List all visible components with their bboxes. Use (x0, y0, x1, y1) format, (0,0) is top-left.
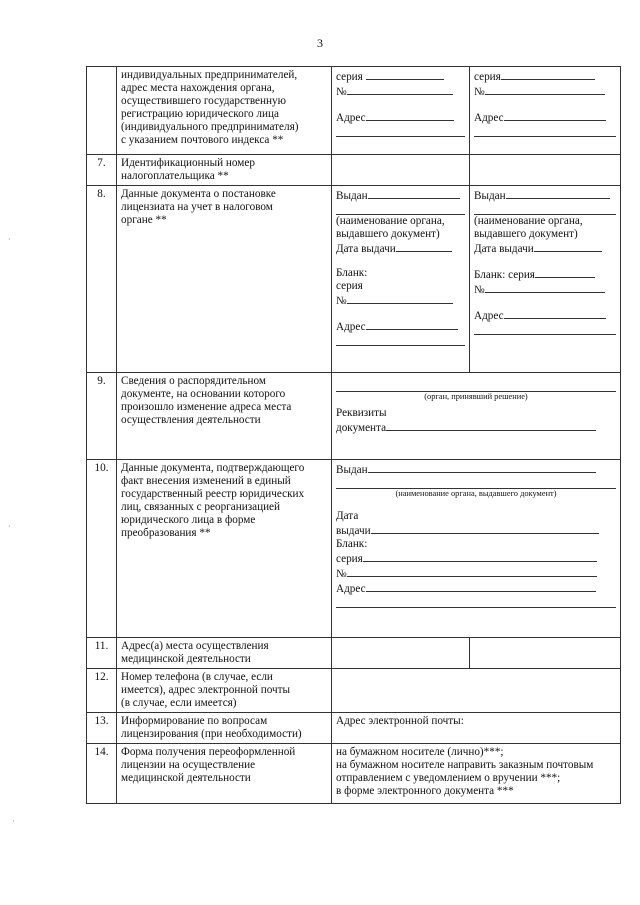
row-label: Номер телефона (в случае, если имеется), адрес электронной почты (в случае, если имеется) (117, 669, 332, 713)
row-number: 11. (87, 638, 117, 669)
option-electronic[interactable]: в форме электронного документа *** (336, 785, 514, 797)
authority-field[interactable] (336, 380, 616, 392)
page-number: 3 (317, 36, 323, 50)
merged-field-column: Выдан (наименование органа, выдавшего документ) Дата выдачи Бланк: серия № Адрес (332, 460, 621, 638)
row-number: 7. (87, 155, 117, 186)
row-notification (87, 713, 621, 744)
row-label: Адрес(а) места осуществления медицинской деятельности (117, 638, 332, 669)
merged-field-column: (орган, принявший решение) Реквизиты документа (332, 373, 621, 460)
series-field[interactable] (363, 551, 597, 562)
inn-field-b[interactable] (470, 155, 621, 186)
issued-by-line[interactable] (336, 477, 616, 489)
issue-date-field[interactable] (534, 241, 602, 252)
row-label: Данные документа, подтверждающего факт внесения изменений в единый государственный реестр юридических лиц, связанных с реорганизацией юридического лица в форме преобразования ** (117, 460, 332, 638)
activity-address-field-b[interactable] (470, 638, 621, 669)
row-number: 9. (87, 373, 117, 460)
contacts-field[interactable] (332, 669, 621, 713)
row-number: 14. (87, 744, 117, 804)
scan-speck: · (8, 235, 11, 244)
issued-by-line[interactable] (336, 203, 465, 215)
series-field[interactable] (535, 267, 595, 278)
option-paper-by-mail[interactable]: на бумажном носителе направить заказным почтовым (336, 759, 594, 771)
license-form-table (86, 66, 621, 804)
receipt-options (332, 744, 621, 804)
row-number: 8. (87, 186, 117, 373)
row-label: Информирование по вопросам лицензирования (при необходимости) (117, 713, 332, 744)
field-column-b: Выдан (наименование органа, выдавшего документ) Дата выдачи Бланк: серия № Адрес (470, 186, 621, 373)
row-number: 10. (87, 460, 117, 638)
issue-date-field[interactable] (371, 523, 599, 534)
issued-by-field[interactable] (368, 188, 460, 199)
address-field[interactable] (366, 581, 596, 592)
row-contacts (87, 669, 621, 713)
activity-address-field-a[interactable] (332, 638, 470, 669)
field-column-a: серия № Адрес (332, 67, 470, 155)
field-column-a: Выдан (наименование органа, выдавшего документ) Дата выдачи Бланк: серия № Адрес (332, 186, 470, 373)
address-field-line[interactable] (336, 596, 616, 608)
row-inn (87, 155, 621, 186)
inn-field-a[interactable] (332, 155, 470, 186)
row-number: 13. (87, 713, 117, 744)
address-field-line[interactable] (336, 125, 465, 137)
address-field-line[interactable] (474, 323, 616, 335)
scan-speck: · (12, 817, 15, 826)
row-activity-address (87, 638, 621, 669)
series-field[interactable] (366, 69, 444, 80)
row-registration-authority (87, 67, 621, 155)
requisites-field[interactable] (386, 420, 596, 431)
row-administrative-document (87, 373, 621, 460)
row-number: 12. (87, 669, 117, 713)
number-field[interactable] (485, 282, 605, 293)
number-field[interactable] (347, 84, 453, 95)
issue-date-field[interactable] (396, 241, 452, 252)
address-field[interactable] (366, 319, 458, 330)
address-field-line[interactable] (336, 334, 465, 346)
issued-by-field[interactable] (506, 188, 610, 199)
number-field[interactable] (347, 566, 597, 577)
field-column-b: серия № Адрес (470, 67, 621, 155)
option-paper-in-person[interactable]: на бумажном носителе (лично)***; (336, 746, 504, 758)
row-egrul-changes (87, 460, 621, 638)
series-field[interactable] (501, 69, 595, 80)
address-field[interactable] (366, 110, 454, 121)
row-tax-registration (87, 186, 621, 373)
address-field[interactable] (504, 110, 606, 121)
address-field[interactable] (504, 308, 606, 319)
scan-speck: · (8, 522, 11, 531)
row-label: Идентификационный номер налогоплательщика ** (117, 155, 332, 186)
number-field[interactable] (485, 84, 605, 95)
issued-by-line[interactable] (474, 203, 616, 215)
row-label: Данные документа о постановке лицензиата на учет в налоговом органе ** (117, 186, 332, 373)
row-label: Форма получения переоформленной лицензии на осуществление медицинской деятельности (117, 744, 332, 804)
number-field[interactable] (347, 293, 453, 304)
row-number (87, 67, 117, 155)
email-field[interactable]: Адрес электронной почты: (332, 713, 621, 744)
row-label: Сведения о распорядительном документе, на основании которого произошло изменение адреса места осуществления деятельности (117, 373, 332, 460)
address-field-line[interactable] (474, 125, 616, 137)
row-receipt-form (87, 744, 621, 804)
issued-by-field[interactable] (368, 462, 596, 473)
option-paper-by-mail-cont: отправлением с уведомлением о вручении ***; (336, 772, 561, 784)
row-label: индивидуальных предпринимателей, адрес места нахождения органа, осуществившего государственную регистрацию юридического лица (индивидуального предпринимателя) с указанием почтового индекса ** (117, 67, 332, 155)
